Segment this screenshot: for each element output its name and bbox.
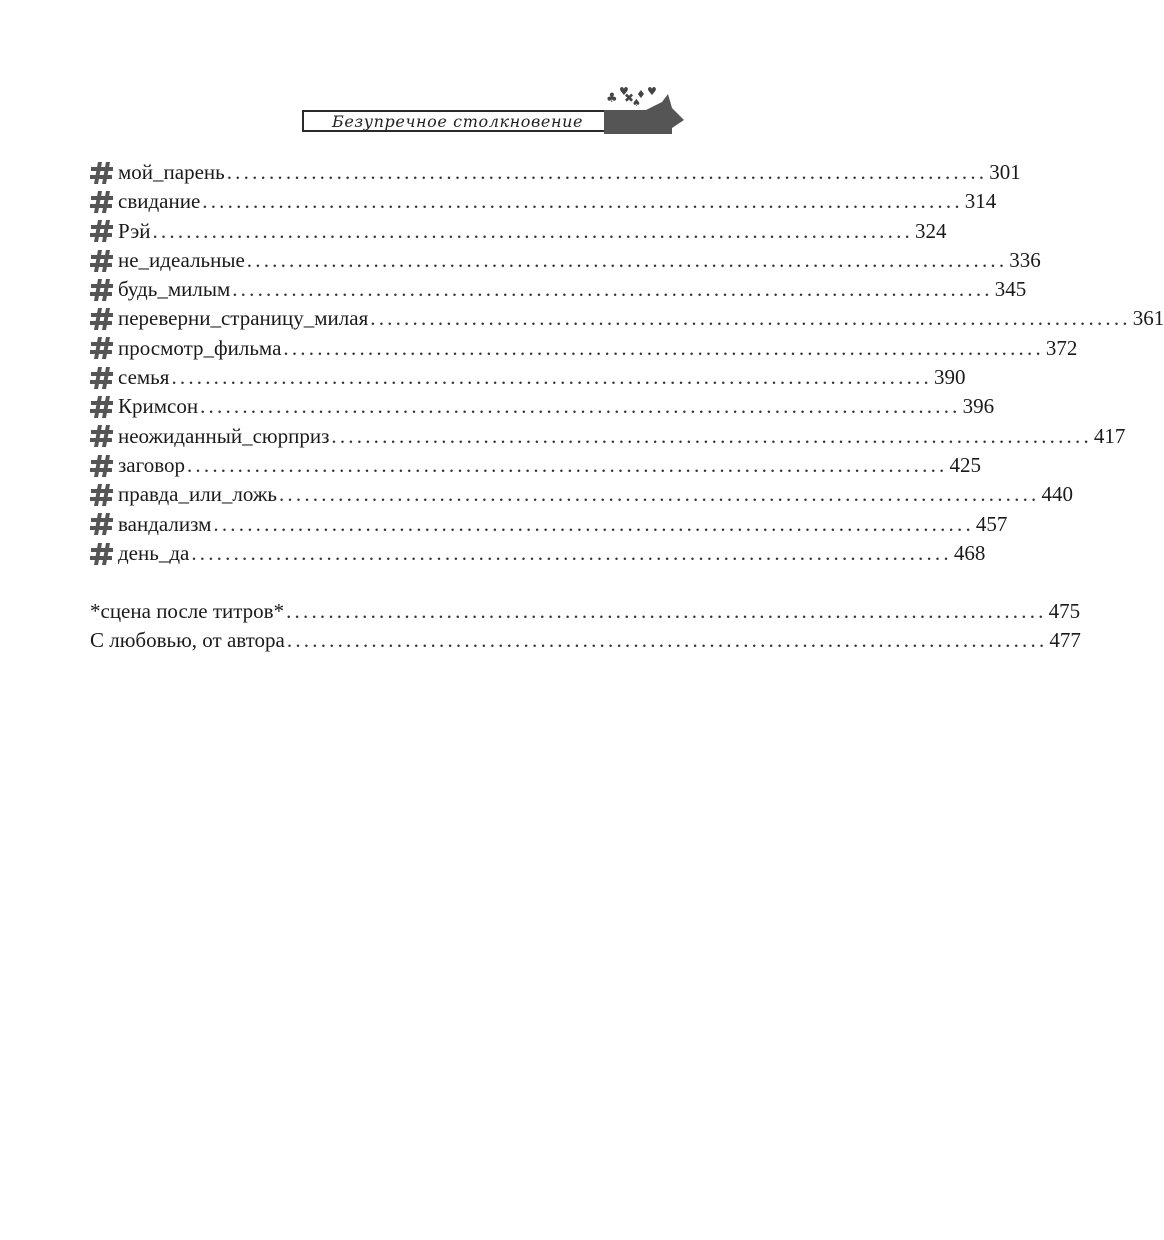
dot-leader: .......................................................................................... [191, 540, 952, 565]
dot-leader: .......................................................................................... [186, 452, 948, 477]
dot-leader: .......................................................................................... [331, 423, 1092, 448]
toc-entry-title: Кримсон [118, 394, 199, 419]
hashtag-icon [90, 249, 118, 273]
toc-entry-page-number: 396 [962, 394, 995, 419]
svg-text:✖: ✖ [624, 91, 635, 105]
dot-leader: .......................................................................................... [226, 160, 988, 184]
dot-leader: .......................................................................................... [286, 628, 1048, 653]
toc-entry-title: вандализм [118, 511, 212, 536]
cat-silhouette-with-card-suits-icon [602, 84, 684, 136]
hashtag-icon [90, 454, 118, 478]
section-gap [90, 568, 642, 597]
toc-entry-title: свидание [118, 189, 201, 214]
toc-entry-title: мой_парень [118, 160, 225, 184]
toc-entry [90, 422, 1126, 451]
toc-entry-page-number: 475 [1048, 599, 1081, 624]
dot-leader: .......................................................................................... [213, 511, 974, 536]
dot-leader: .......................................................................................... [152, 218, 913, 243]
toc-entry-page-number: 440 [1041, 482, 1073, 507]
toc-entry-page-number: 477 [1049, 628, 1081, 653]
hashtag-icon [90, 483, 118, 507]
svg-text:♥: ♥ [619, 85, 629, 98]
toc-entry-page-number: 324 [914, 218, 947, 243]
toc-entry [90, 187, 997, 216]
toc-entry [90, 246, 1041, 275]
running-header-box [302, 110, 608, 132]
toc-entry [90, 510, 1008, 539]
toc-entry-page-number: 336 [1009, 247, 1041, 272]
running-header [302, 84, 684, 136]
dot-leader: .......................................................................................... [200, 394, 961, 419]
toc-entry [90, 275, 1027, 304]
hashtag-icon [90, 278, 118, 302]
toc-entry-title: день_да [118, 540, 190, 565]
toc-entry-title: Рэй [118, 218, 151, 243]
svg-text:♥: ♥ [647, 85, 657, 98]
running-header-title: Безупречное столкновение [332, 111, 584, 131]
toc-entry-page-number: 361 [1132, 306, 1164, 331]
hashtag-icon [90, 161, 118, 185]
dot-leader: .......................................................................................... [171, 365, 932, 390]
toc-entry-title: неожиданный_сюрприз [118, 423, 330, 448]
hashtag-icon [90, 395, 118, 419]
hashtag-icon [90, 336, 118, 360]
toc-entry-page-number: 457 [975, 511, 1008, 536]
toc-entry [90, 539, 986, 568]
toc-entry [90, 480, 1073, 509]
dot-leader: .......................................................................................... [202, 189, 963, 214]
hashtag-icon [90, 190, 118, 214]
chapter-list [90, 158, 1164, 568]
toc-entry-title: правда_или_ложь [118, 482, 277, 507]
svg-text:♦: ♦ [636, 88, 646, 101]
toc-entry [90, 363, 966, 392]
toc-entry [90, 334, 1078, 363]
toc-entry-title: заговор [118, 452, 185, 477]
toc-entry-page-number: 468 [953, 540, 986, 565]
toc-entry-title: переверни_страницу_милая [118, 306, 369, 331]
toc-entry-title: семья [118, 365, 170, 390]
svg-text:♠: ♠ [632, 98, 641, 109]
toc-entry-page-number: 301 [989, 160, 1021, 184]
toc-entry-title: не_идеальные [118, 247, 245, 272]
dot-leader: .......................................................................................... [370, 306, 1131, 331]
toc-entry-page-number: 345 [994, 277, 1027, 302]
toc-entry-page-number: 417 [1093, 423, 1126, 448]
toc-extra-entry [90, 597, 1081, 626]
toc-entry [90, 158, 1021, 187]
toc-entry-title: *сцена после титров* [90, 599, 285, 624]
hashtag-icon [90, 542, 118, 566]
dot-leader: .......................................................................................... [286, 599, 1047, 624]
toc-entry [90, 451, 981, 480]
toc-entry-page-number: 425 [949, 452, 981, 477]
toc-entry-page-number: 390 [933, 365, 966, 390]
toc-entry [90, 392, 995, 421]
hashtag-icon [90, 307, 118, 331]
hashtag-icon [90, 366, 118, 390]
extras-list [90, 597, 1081, 656]
toc-entry-title: будь_милым [118, 277, 231, 302]
toc-entry [90, 304, 1164, 333]
dot-leader: .......................................................................................... [232, 277, 993, 302]
toc-entry-page-number: 314 [964, 189, 997, 214]
dot-leader: .......................................................................................... [278, 482, 1040, 507]
toc-entry-page-number: 372 [1045, 335, 1078, 360]
toc-entry [90, 217, 947, 246]
table-of-contents [90, 158, 1164, 656]
hashtag-icon [90, 219, 118, 243]
hashtag-icon [90, 424, 118, 448]
toc-entry-title: просмотр_фильма [118, 335, 282, 360]
hashtag-icon [90, 512, 118, 536]
toc-extra-entry [90, 626, 1081, 655]
svg-text:♣: ♣ [606, 91, 618, 106]
dot-leader: .......................................................................................... [283, 335, 1044, 360]
dot-leader: .......................................................................................... [246, 247, 1008, 272]
toc-entry-title: С любовью, от автора [90, 628, 285, 653]
